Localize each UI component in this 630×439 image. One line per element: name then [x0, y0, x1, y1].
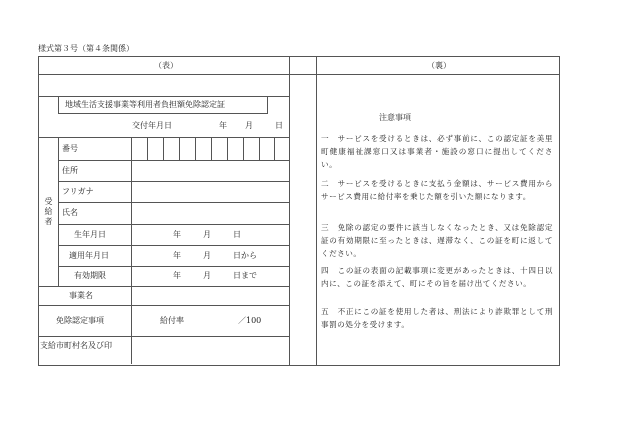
header-divider	[38, 74, 559, 75]
row-line	[58, 202, 289, 203]
row-line	[58, 224, 289, 225]
number-cell-line	[195, 137, 196, 160]
number-cell-line	[227, 137, 228, 160]
row-line	[58, 266, 289, 267]
expiry-label: 有効期限	[74, 271, 106, 280]
birth-date-label: 生年月日	[74, 230, 106, 239]
number-cell-line	[243, 137, 244, 160]
form-label: 様式第３号（第４条関係）	[38, 44, 134, 53]
expiry-year: 年	[173, 271, 181, 280]
note-item: 四 この証の表面の記載事項に変更があったときは、十四日以内に、この証を添えて、町にその旨を届け出てください。	[321, 266, 553, 288]
recipient-col-line	[58, 137, 59, 286]
recipient-label: 受給者	[44, 197, 53, 227]
municipality-label: 支給市町村名及び印	[40, 341, 112, 350]
row-line	[58, 181, 289, 182]
number-cell-line	[147, 137, 148, 160]
label-col-line	[131, 137, 132, 364]
rate-denominator: ／100	[238, 316, 262, 325]
address-label: 住所	[62, 166, 78, 175]
issue-year: 年	[219, 121, 227, 130]
row-line	[58, 160, 289, 161]
benefit-rate-label: 給付率	[160, 316, 184, 325]
number-cell-line	[274, 137, 275, 160]
note-item: 五 不正にこの証を使用した者は、刑法により詐欺罪として刑事罰の処分を受けます。	[321, 307, 553, 329]
number-cell-line	[179, 137, 180, 160]
name-label: 氏名	[62, 208, 78, 217]
center-divider-left	[289, 56, 290, 365]
exemption-label: 免除認定事項	[56, 316, 104, 325]
birth-year: 年	[173, 230, 181, 239]
row-line	[38, 286, 289, 287]
row-line	[38, 305, 289, 306]
note-item: 一 サービスを受けるときは、必ず事前に、この認定証を美里町健康福祉課窓口又は事業者・施設の窓口に提出してください。	[321, 134, 553, 169]
center-divider-right	[316, 56, 317, 365]
card-title: 地域生活支援事業等利用者負担額免除認定証	[65, 100, 225, 109]
business-label: 事業名	[69, 291, 93, 300]
back-label: （裏）	[427, 61, 451, 70]
apply-month: 月	[203, 251, 211, 260]
furigana-label: フリガナ	[62, 187, 94, 196]
apply-year: 年	[173, 251, 181, 260]
expiry-day: 日まで	[233, 271, 257, 280]
issue-month: 月	[245, 121, 253, 130]
number-cell-line	[211, 137, 212, 160]
front-label: （表）	[154, 61, 178, 70]
birth-day: 日	[233, 230, 241, 239]
issue-day: 日	[275, 121, 283, 130]
number-cell-line	[163, 137, 164, 160]
issue-date-label: 交付年月日	[132, 121, 172, 130]
row-line	[38, 336, 289, 337]
note-item: 二 サービスを受けるときに支払う金額は、サービス費用からサービス費用に給付率を乗じた額を引いた額になります。	[321, 179, 553, 201]
birth-month: 月	[203, 230, 211, 239]
number-label: 番号	[62, 144, 78, 153]
number-cell-line	[259, 137, 260, 160]
notes-title: 注意事項	[379, 113, 411, 122]
apply-date-label: 適用年月日	[69, 251, 109, 260]
row-line	[58, 245, 289, 246]
expiry-month: 月	[203, 271, 211, 280]
apply-day: 日から	[233, 251, 257, 260]
note-item: 三 免除の認定の要件に該当しなくなったとき、又は免除認定証の有効期限に至ったときは、遅滞なく、この証を町に返してください。	[321, 223, 553, 258]
